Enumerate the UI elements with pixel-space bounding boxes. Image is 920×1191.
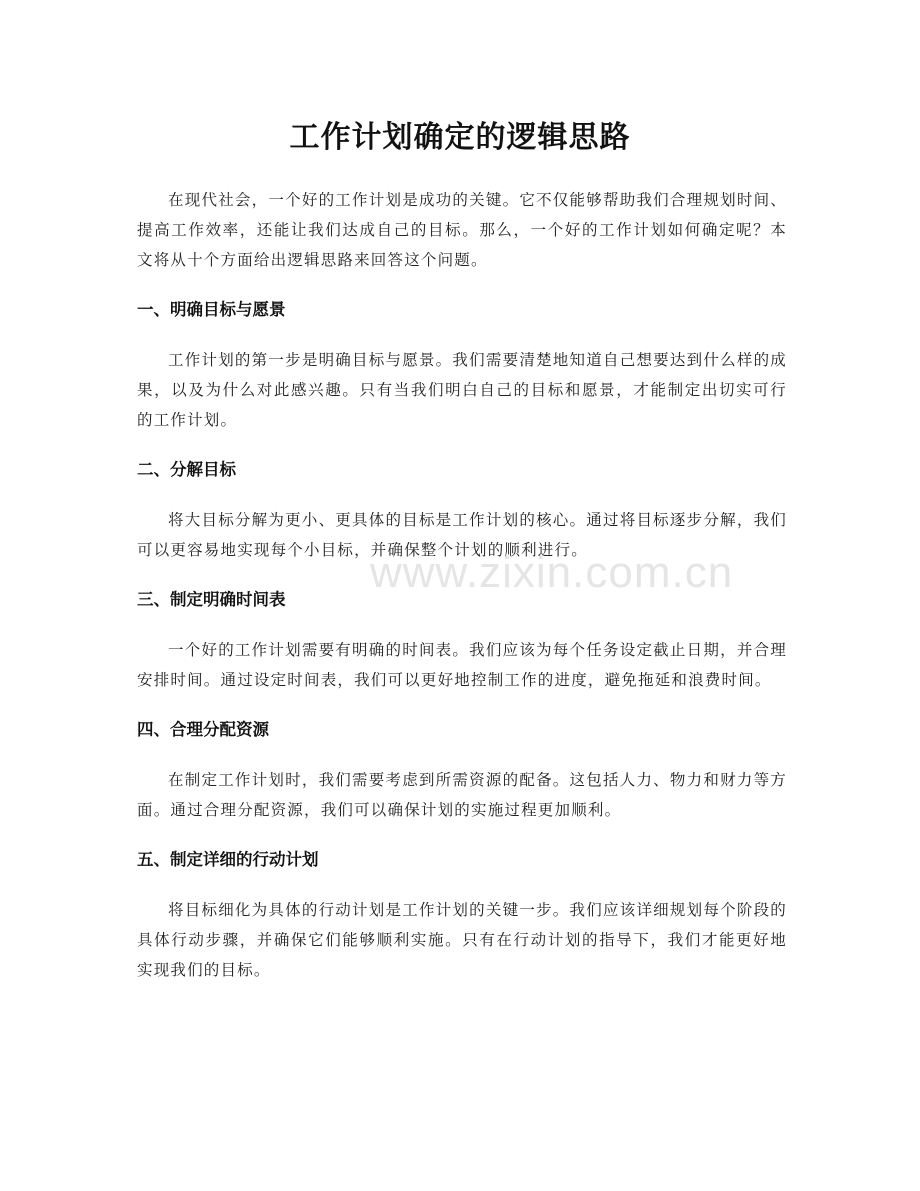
section-paragraph-3: 一个好的工作计划需要有明确的时间表。我们应该为每个任务设定截止日期，并合理安排时间。通过设定时间表，我们可以更好地控制工作的进度，避免拖延和浪费时间。	[137, 641, 787, 689]
section-heading-3: 三、制定明确时间表	[137, 590, 286, 609]
section-heading-5: 五、制定详细的行动计划	[137, 850, 319, 869]
page-title: 工作计划确定的逻辑思路	[289, 120, 631, 155]
section-paragraph-1: 工作计划的第一步是明确目标与愿景。我们需要清楚地知道自己想要达到什么样的成果，以及为什么对此感兴趣。只有当我们明白自己的目标和愿景，才能制定出切实可行的工作计划。	[137, 351, 787, 429]
section-heading-1: 一、明确目标与愿景	[137, 300, 286, 319]
section-heading-4: 四、合理分配资源	[137, 720, 269, 739]
section-heading-2: 二、分解目标	[137, 460, 236, 479]
section-paragraph-5: 将目标细化为具体的行动计划是工作计划的关键一步。我们应该详细规划每个阶段的具体行动步骤，并确保它们能够顺利实施。只有在行动计划的指导下，我们才能更好地实现我们的目标。	[137, 901, 787, 979]
section-paragraph-2: 将大目标分解为更小、更具体的目标是工作计划的核心。通过将目标逐步分解，我们可以更容易地实现每个小目标，并确保整个计划的顺利进行。	[137, 511, 787, 559]
watermark-text: www.zixin.com.cn	[370, 548, 734, 597]
intro-paragraph: 在现代社会，一个好的工作计划是成功的关键。它不仅能够帮助我们合理规划时间、提高工作效率，还能让我们达成自己的目标。那么，一个好的工作计划如何确定呢？本文将从十个方面给出逻辑思路来回答这个问题。	[137, 191, 787, 269]
document-body	[137, 185, 787, 985]
section-paragraph-4: 在制定工作计划时，我们需要考虑到所需资源的配备。这包括人力、物力和财力等方面。通过合理分配资源，我们可以确保计划的实施过程更加顺利。	[137, 771, 787, 819]
